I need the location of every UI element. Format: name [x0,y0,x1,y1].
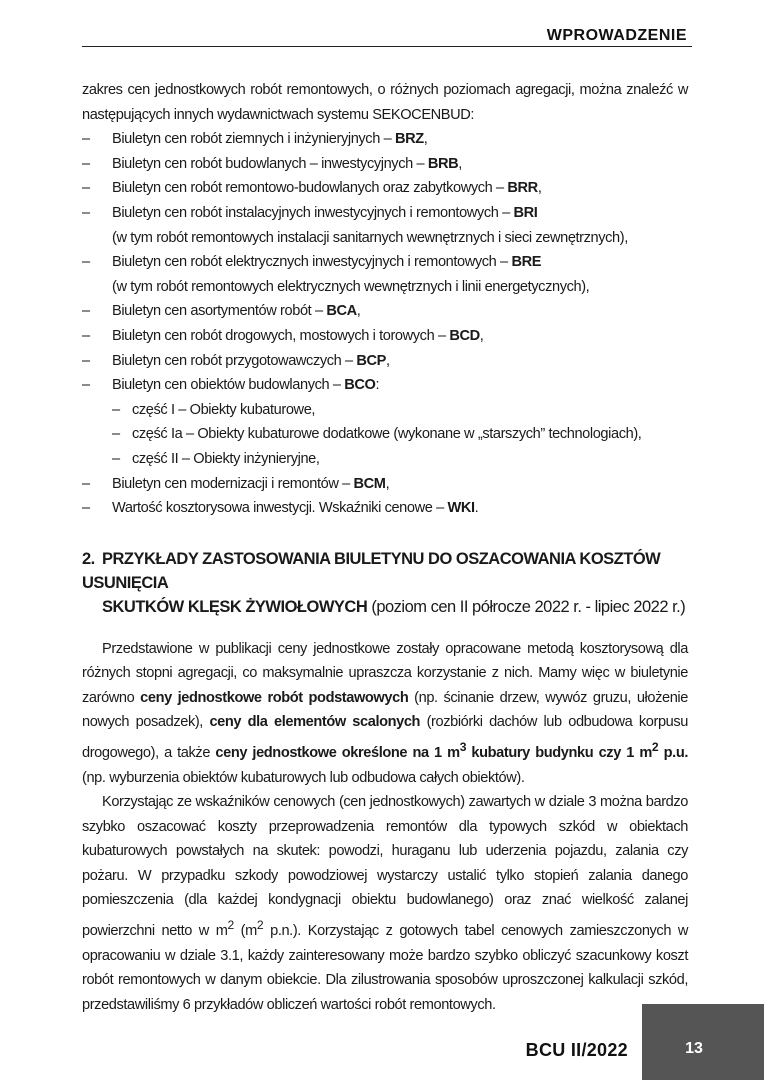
list-item-code: BCP [356,352,386,369]
list-item-code: BRE [511,254,542,271]
list-item-punct: , [423,131,428,148]
para1-text-3: (rozbiórki dachów lub odbudowa korpusu drogowego), a także [82,714,688,761]
list-item [82,324,688,349]
list-item [82,349,688,374]
section-title-line1: PRZYKŁADY ZASTOSOWANIA BIULETYNU DO OSZACOWANIA KOSZTÓW USUNIĘCIA [82,549,661,592]
dash-marker: – [82,500,90,517]
list-item-code: BRB [427,155,459,172]
dash-marker: – [82,377,90,394]
dash-marker: – [82,475,90,492]
para1-bold-2: ceny dla elementów scalonych [209,714,421,731]
list-item-punct: , [385,475,390,492]
publication-list [82,127,688,521]
list-item [82,373,688,471]
sub-list [112,398,688,472]
list-item [82,127,688,152]
list-item-continuation: (w tym robót remontowych elektrycznych wewnętrznych i linii energetycznych), [112,278,590,295]
para1-text-4: (np. wyburzenia obiektów kubaturowych lub odbudowa całych obiektów). [82,769,525,786]
list-item-punct: , [537,180,542,197]
page-number-box [642,1004,764,1080]
sub-list-item [112,422,688,447]
list-item [82,152,688,177]
sub-list-item-text: część I – Obiekty kubaturowe, [132,401,316,418]
sub-list-item [112,447,688,472]
header-divider [82,46,692,47]
section-heading [82,547,688,619]
dash-marker: – [82,155,90,172]
para2-text-1: Korzystając ze wskaźników cenowych (cen jednostkowych) zawartych w dziale 3 można bardzo szybko oszacować koszty przeprowadzenia remontów dla typowych szkód w obiektach kubaturowych powstałych na skutek: powodzi, huraganu lub uderzenia pojazdu, zalania czy pożaru. W przypadku szkody powodziowej wystarczy ustalić tylko stopień zalania danego pomieszczenia (dla każdej kondygnacji obiektu budowlanego) oraz znać wielkość zalanej powierzchni netto w m [82,794,688,939]
page-content [82,78,688,1017]
list-item-text: Biuletyn cen robót budowlanych – inwestycyjnych – [112,155,428,172]
dash-marker: – [82,180,90,197]
para1-sup-1: 3 [459,740,467,755]
section-number: 2. [82,549,95,568]
para1-sup-2: 2 [651,740,659,755]
para1-bold-4: kubatury budynku czy 1 m [466,744,652,761]
dash-marker: – [82,254,90,271]
section-title-line2-wrap [82,595,688,619]
list-item-code: BCA [326,303,357,320]
list-item-text: Biuletyn cen asortymentów robót – [112,303,327,320]
page-number: 13 [685,1040,703,1057]
para1-text-1: Przedstawione w publikacji ceny jednostkowe zostały opracowane metodą kosztorysową dla różnych stopni agregacji, co maksymalnie upraszcza korzystanie z nich. Mamy więc w biuletynie zarówno [82,640,688,706]
list-item-punct: . [474,500,479,517]
para2-text-2: (m [233,922,257,939]
list-item-punct: , [386,352,390,369]
sub-list-item [112,398,688,423]
list-item-code: BCM [353,475,386,492]
list-item-text: Biuletyn cen robót elektrycznych inwestycyjnych i remontowych – [112,254,512,271]
dash-marker: – [82,303,90,320]
para2-sup-2: 2 [256,918,264,933]
list-item-text: Biuletyn cen robót remontowo-budowlanych oraz zabytkowych – [112,180,508,197]
list-item-text: Biuletyn cen robót instalacyjnych inwestycyjnych i remontowych – [112,204,514,221]
list-item-code: BRZ [394,131,424,148]
section-title-note: (poziom cen II półrocze 2022 r. - lipiec 2022 r.) [367,597,686,616]
list-item-code: BRR [507,180,538,197]
list-item-text: Biuletyn cen robót ziemnych i inżynieryjnych – [112,131,395,148]
list-item [82,299,688,324]
para1-text-2: (np. ścinanie drzew, wywóz gruzu, ułożenie nowych posadzek), [82,689,688,731]
list-item-code: BCO [344,377,376,394]
list-item-code: BCD [449,327,480,344]
running-header: WPROWADZENIE [546,27,687,44]
para1-bold-1: ceny jednostkowe robót podstawowych [140,689,409,706]
list-item-punct: , [356,303,361,320]
list-item-code: BRI [513,204,538,221]
list-item-text: Biuletyn cen robót przygotowawczych – [112,352,357,369]
intro-paragraph: zakres cen jednostkowych robót remontowych, o różnych poziomach agregacji, można znaleźć w następujących innych wydawnictwach systemu SEKOCENBUD: [82,82,688,123]
list-item [82,472,688,497]
dash-marker: – [112,401,120,418]
footer-title: BCU II/2022 [525,1040,628,1060]
paragraph-2 [82,790,688,1017]
list-item-punct: , [458,155,462,172]
list-item [82,201,688,250]
list-item-text: Wartość kosztorysowa inwestycji. Wskaźniki cenowe – [112,500,448,517]
dash-marker: – [82,204,90,221]
list-item-text: Biuletyn cen modernizacji i remontów – [112,475,354,492]
sub-list-item-text: część II – Obiekty inżynieryjne, [132,450,320,467]
dash-marker: – [112,450,120,467]
paragraph-1 [82,637,688,790]
para2-sup-1: 2 [227,918,234,933]
list-item-punct: : [375,377,380,394]
list-item [82,176,688,201]
dash-marker: – [82,327,90,344]
list-item [82,250,688,299]
dash-marker: – [82,352,90,369]
list-item-text: Biuletyn cen obiektów budowlanych – [112,377,345,394]
para1-bold-5: p.u. [658,744,688,761]
section-title-line2: SKUTKÓW KLĘSK ŻYWIOŁOWYCH [102,597,368,616]
list-item-punct: , [479,327,484,344]
list-item-continuation: (w tym robót remontowych instalacji sanitarnych wewnętrznych i sieci zewnętrznych), [112,229,628,246]
dash-marker: – [82,131,90,148]
list-item [82,496,688,521]
sub-list-item-text: część Ia – Obiekty kubaturowe dodatkowe (wykonane w „starszych” technologiach), [132,426,642,443]
list-item-code: WKI [447,500,475,517]
para1-bold-3: ceny jednostkowe określone na 1 m [215,744,460,761]
list-item-text: Biuletyn cen robót drogowych, mostowych i torowych – [112,327,450,344]
para2-text-3: p.n.). Korzystając z gotowych tabel cenowych zamieszczonych w opracowaniu w dziale 3.1, każdy zainteresowany może bardzo szybko obliczyć szacunkowy koszt robót remontowych w danym obiekcie. Dla zilustrowania sposobów uproszczonej kalkulacji szkód, przedstawiliśmy 6 przykładów obliczeń wartości robót remontowych. [82,922,689,1013]
dash-marker: – [112,426,120,443]
